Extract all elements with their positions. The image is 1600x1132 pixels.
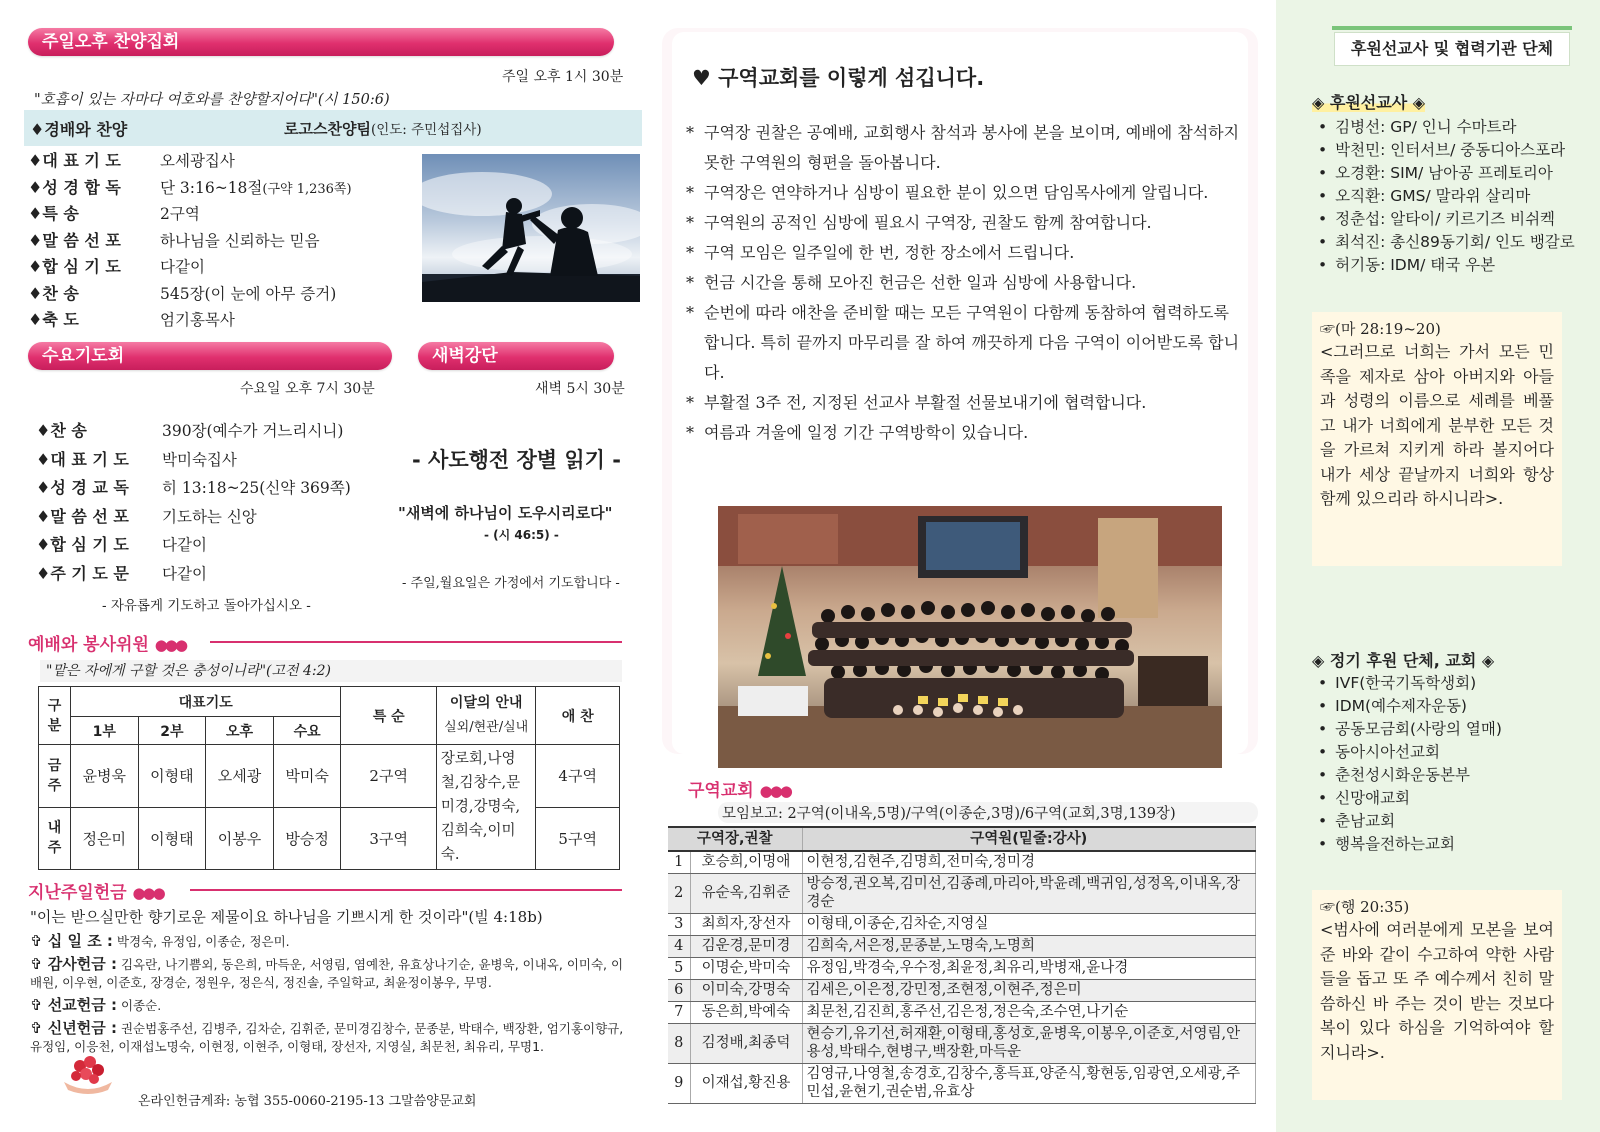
dawn-verse-ref: - (시 46:5) - <box>484 528 559 542</box>
offering-item: ✞ 신년헌금 : 권순범홍주선, 김병주, 김차순, 김휘준, 문미경김창수, 문종분, 박태수, 백장환, 엄기홍이향규, 유정임, 이응천, 이재섭노명숙, 이현정, 이현주, 이형태, 장선자, 지영실, 최문천, 최유리, 무명1. <box>30 1019 624 1054</box>
offering-item: ✞ 십 일 조 : 박경숙, 유정임, 이종순, 정은미. <box>30 932 290 950</box>
district-report: 모임보고: 2구역(이내옥,5명)/구역(이종순,3명)/6구역(교회,3명,139장) <box>718 802 1258 823</box>
duty-cell: 5구역 <box>536 807 620 870</box>
wednesday-title: 수요기도회 <box>28 342 392 370</box>
duty-week-this: 금주 <box>39 745 71 808</box>
offering-item: ✞ 감사헌금 : 김옥란, 나기쁨외, 동은희, 마득운, 서영림, 염예찬, 유효상나기순, 윤병욱, 이내옥, 이미숙, 이배원, 이우현, 이준호, 장경순, 정원우, 정은식, 정진솔, 주일학교, 최윤정이봉우, 무명. <box>30 955 624 990</box>
rule-item: * 구역장은 연약하거나 심방이 필요한 분이 있으면 담임목사에게 알립니다. <box>686 183 1209 202</box>
offering-account: 온라인헌금계좌: 농협 355-0060-2195-13 그말씀양문교회 <box>138 1094 477 1109</box>
duty-cell: 3구역 <box>341 807 436 870</box>
district-header-members: 구역원(밑줄:강사) <box>802 827 1256 851</box>
district-rules-title: ♥ 구역교회를 이렇게 섬깁니다. <box>692 66 985 90</box>
duty-cell: 박미숙 <box>273 745 341 808</box>
duty-guide-cell: 장로회,나영철,김창수,문미경,강명숙,김희숙,이미숙. <box>436 745 536 870</box>
district-row: 5 이명순,박미숙 유정임,박경숙,우수정,최윤정,최유리,박병재,윤나경 <box>668 957 1256 979</box>
district-row: 9 이재섭,황진용 김영규,나영철,송경호,김창수,홍득표,양준식,황현동,임광연,오세광,주민섭,윤현기,권순범,유효상 <box>668 1063 1256 1103</box>
dawn-theme: - 사도행전 장별 읽기 - <box>412 448 621 472</box>
order-row: ♦성 경 교 독 히 13:18~25(신약 369쪽) <box>36 478 351 497</box>
support-item: • 행복을전하는교회 <box>1318 833 1588 856</box>
duty-header-prayer: 대표기도 <box>70 687 341 717</box>
wednesday-order-list <box>28 418 428 589</box>
duty-cell: 정은미 <box>70 807 138 870</box>
rule-item: * 순번에 따라 애찬을 준비할 때는 모든 구역원이 다함께 동참하여 협력하도록 합니다. 특히 끝까지 마무리를 잘 하여 깨끗하게 다음 구역이 이어받도록 합니다. <box>686 303 1240 382</box>
verse1-box <box>1312 312 1562 566</box>
missionary-subtitle: ◈ 후원선교사 ◈ <box>1312 93 1426 112</box>
missionary-title: 후원선교사 및 협력기관 단체 <box>1334 32 1570 66</box>
green-accent-line <box>1332 26 1572 30</box>
rule-item: * 구역 모임은 일주일에 한 번, 정한 장소에서 드립니다. <box>686 243 1075 262</box>
order-row: ♦말 씀 선 포 기도하는 신앙 <box>36 506 257 526</box>
wednesday-time: 수요일 오후 7시 30분 <box>240 381 375 397</box>
order-row: ♦축 도 엄기홍목사 <box>28 310 235 329</box>
support-item: • IDM(예수제자운동) <box>1318 695 1588 718</box>
verse2-text: <범사에 여러분에게 모본을 보여준 바와 같이 수고하여 약한 사람들을 돕고 또 주 예수께서 친히 말씀하신 바 주는 것이 받는 것보다 복이 있다 하심을 기억하여야 할지니라>. <box>1320 920 1554 1062</box>
missionary-item: • 박천민: 인터서브/ 중동디아스포라 <box>1318 139 1588 162</box>
missionary-item: • 김병선: GP/ 인니 수마트라 <box>1318 116 1588 139</box>
offering-title-line <box>190 889 622 891</box>
hearts-in-hands-icon <box>60 1052 116 1094</box>
duty-header-2bu: 2부 <box>138 717 206 745</box>
duty-header-pm: 오후 <box>206 717 274 745</box>
missionary-item: • 오직환: GMS/ 말라위 살리마 <box>1318 185 1588 208</box>
order-row: ♦특 송 2구역 <box>28 204 200 223</box>
duty-week-next: 내주 <box>39 807 71 870</box>
verse1-text: <그러므로 너희는 가서 모든 민족을 제자로 삼아 아버지와 아들과 성령의 이름으로 세례를 베풀고 내가 너희에게 분부한 모든 것을 가르쳐 지키게 하라 볼지어다 내가 세상 끝날까지 너희와 항상 함께 있으리라 하시니라>. <box>1320 342 1554 508</box>
offering-list <box>30 932 630 1056</box>
order-row: ♦말 씀 선 포 하나님을 신뢰하는 믿음 <box>28 230 320 250</box>
dawn-time: 새벽 5시 30분 <box>535 381 625 397</box>
sunday-order-list <box>28 148 428 334</box>
sunday-afternoon-title: 주일오후 찬양집회 <box>28 28 614 56</box>
duty-cell: 이봉우 <box>206 807 274 870</box>
duty-header-guide: 이달의 안내 실외/현관/실내 <box>436 687 536 745</box>
rule-item: * 여름과 겨울에 일정 기간 구역방학이 있습니다. <box>686 423 1029 442</box>
dawn-note: - 주일,월요일은 가정에서 기도합니다 - <box>402 576 620 591</box>
duty-header-1bu: 1부 <box>70 717 138 745</box>
duty-cell: 4구역 <box>536 745 620 808</box>
order-row: ♦찬 송 545장(이 눈에 아무 증거) <box>28 283 337 303</box>
wednesday-footnote: - 자유롭게 기도하고 돌아가십시오 - <box>102 598 311 614</box>
worship-team: 로고스찬양팀(인도: 주민섭집사) <box>284 120 482 138</box>
duty-title: 예배와 봉사위원 ●●● <box>28 635 186 655</box>
worship-label: ♦경배와 찬양 <box>30 120 128 139</box>
district-row: 8 김정배,최종덕 현승기,유기선,허재환,이형태,홍성호,윤병욱,이봉우,이준호,서영림,안용성,박태수,현병구,백장환,마득운 <box>668 1023 1256 1063</box>
district-row: 3 최희자,장선자 이형태,이종순,김차순,지영실 <box>668 913 1256 935</box>
rule-item: * 헌금 시간을 통해 모아진 헌금은 선한 일과 심방에 사용합니다. <box>686 273 1137 292</box>
rule-item: * 구역원의 공적인 심방에 필요시 구역장, 권찰도 함께 참여합니다. <box>686 213 1152 232</box>
duty-header-gubun: 구분 <box>39 687 71 745</box>
duty-table <box>38 686 620 870</box>
duty-header-wed: 수요 <box>273 717 341 745</box>
rule-item: * 구역장 권찰은 공예배, 교회행사 참석과 봉사에 본을 보이며, 예배에 참석하지 못한 구역원의 형편을 돌아봅니다. <box>686 123 1240 172</box>
duty-cell: 이형태 <box>138 807 206 870</box>
rule-item: * 부활절 3주 전, 지정된 선교사 부활절 선물보내기에 협력합니다. <box>686 393 1147 412</box>
support-item: • 춘천성시화운동본부 <box>1318 764 1588 787</box>
order-row: ♦성 경 합 독 단 3:16~18절(구약 1,236쪽) <box>28 177 352 197</box>
missionary-item: • 오경환: SIM/ 남아공 프레토리아 <box>1318 162 1588 185</box>
duty-cell: 방승정 <box>273 807 341 870</box>
district-row: 7 동은희,박예숙 최문천,김진희,홍주선,김은정,정은숙,조수연,나기순 <box>668 1001 1256 1023</box>
duty-cell: 2구역 <box>341 745 436 808</box>
order-row: ♦합 심 기 도 다같이 <box>28 257 205 276</box>
sunday-afternoon-verse: "호흡이 있는 자마다 여호와를 찬양할지어다"(시 150:6) <box>34 92 390 108</box>
duty-cell: 윤병욱 <box>70 745 138 808</box>
missionary-item: • 정춘섭: 알타이/ 키르기즈 비쉬켁 <box>1318 208 1588 231</box>
district-header-leader: 구역장,권찰 <box>668 827 802 851</box>
duty-header-praise: 애 찬 <box>536 687 620 745</box>
worship-row <box>24 110 642 146</box>
duty-header-special: 특 순 <box>341 687 436 745</box>
support-item: • IVF(한국기독학생회) <box>1318 672 1588 695</box>
support-item: • 신망애교회 <box>1318 787 1588 810</box>
support-item: • 공동모금회(사랑의 열매) <box>1318 718 1588 741</box>
duty-cell: 이형태 <box>138 745 206 808</box>
district-rules-list <box>686 118 1246 448</box>
duty-verse: "맡은 자에게 구할 것은 충성이니라"(고전 4:2) <box>40 660 622 682</box>
district-table <box>668 826 1256 1104</box>
sunday-afternoon-time: 주일 오후 1시 30분 <box>502 69 624 85</box>
order-row: ♦주 기 도 문 다같이 <box>36 563 207 583</box>
verse2-ref: ☞(행 20:35) <box>1320 898 1410 916</box>
order-row: ♦찬 송 390장(예수가 거느리시니) <box>36 421 344 440</box>
verse1-ref: ☞(마 28:19~20) <box>1320 320 1441 338</box>
dawn-verse: "새벽에 하나님이 도우시리로다" <box>398 504 613 522</box>
support-item: • 춘남교회 <box>1318 810 1588 833</box>
duty-cell: 오세광 <box>206 745 274 808</box>
missionary-item: • 허기동: IDM/ 태국 우본 <box>1318 254 1588 277</box>
district-row: 4 김운경,문미경 김희숙,서은정,문종분,노명숙,노명희 <box>668 935 1256 957</box>
support-item: • 동아시아선교회 <box>1318 741 1588 764</box>
offering-item: ✞ 선교헌금 : 이종순. <box>30 996 162 1014</box>
support-list <box>1318 672 1588 856</box>
order-row: ♦대 표 기 도 박미숙집사 <box>36 449 237 469</box>
crowd <box>808 586 1138 736</box>
missionary-item: • 최석진: 총신89동기회/ 인도 뱅갈로 <box>1318 231 1588 254</box>
support-title: ◈ 정기 후원 단체, 교회 ◈ <box>1312 651 1495 670</box>
duty-title-line <box>210 641 622 643</box>
offering-title: 지난주일헌금 ●●● <box>28 883 163 903</box>
missionary-list <box>1318 116 1588 277</box>
order-row: ♦대 표 기 도 오세광집사 <box>28 151 235 170</box>
congregation-group-photo <box>718 506 1222 768</box>
verse2-box <box>1312 890 1562 1100</box>
district-row: 6 이미숙,강명숙 김세은,이은정,강민정,조현정,이현주,정은미 <box>668 979 1256 1001</box>
order-row: ♦합 심 기 도 다같이 <box>36 535 207 554</box>
district-title: 구역교회 ●●● <box>688 781 790 801</box>
district-row: 2 유순옥,김휘준 방승정,권오복,김미선,김종례,마리아,박윤례,백귀임,성정옥,이내옥,장경순 <box>668 873 1256 913</box>
dawn-title: 새벽강단 <box>418 342 614 370</box>
district-row: 1 호승희,이명애 이현정,김현주,김명희,전미숙,정미경 <box>668 851 1256 873</box>
silhouette-parent-child-photo <box>422 154 640 302</box>
offering-verse: "이는 받으실만한 향기로운 제물이요 하나님을 기쁘시게 한 것이라"(빌 4:18b) <box>30 908 543 926</box>
